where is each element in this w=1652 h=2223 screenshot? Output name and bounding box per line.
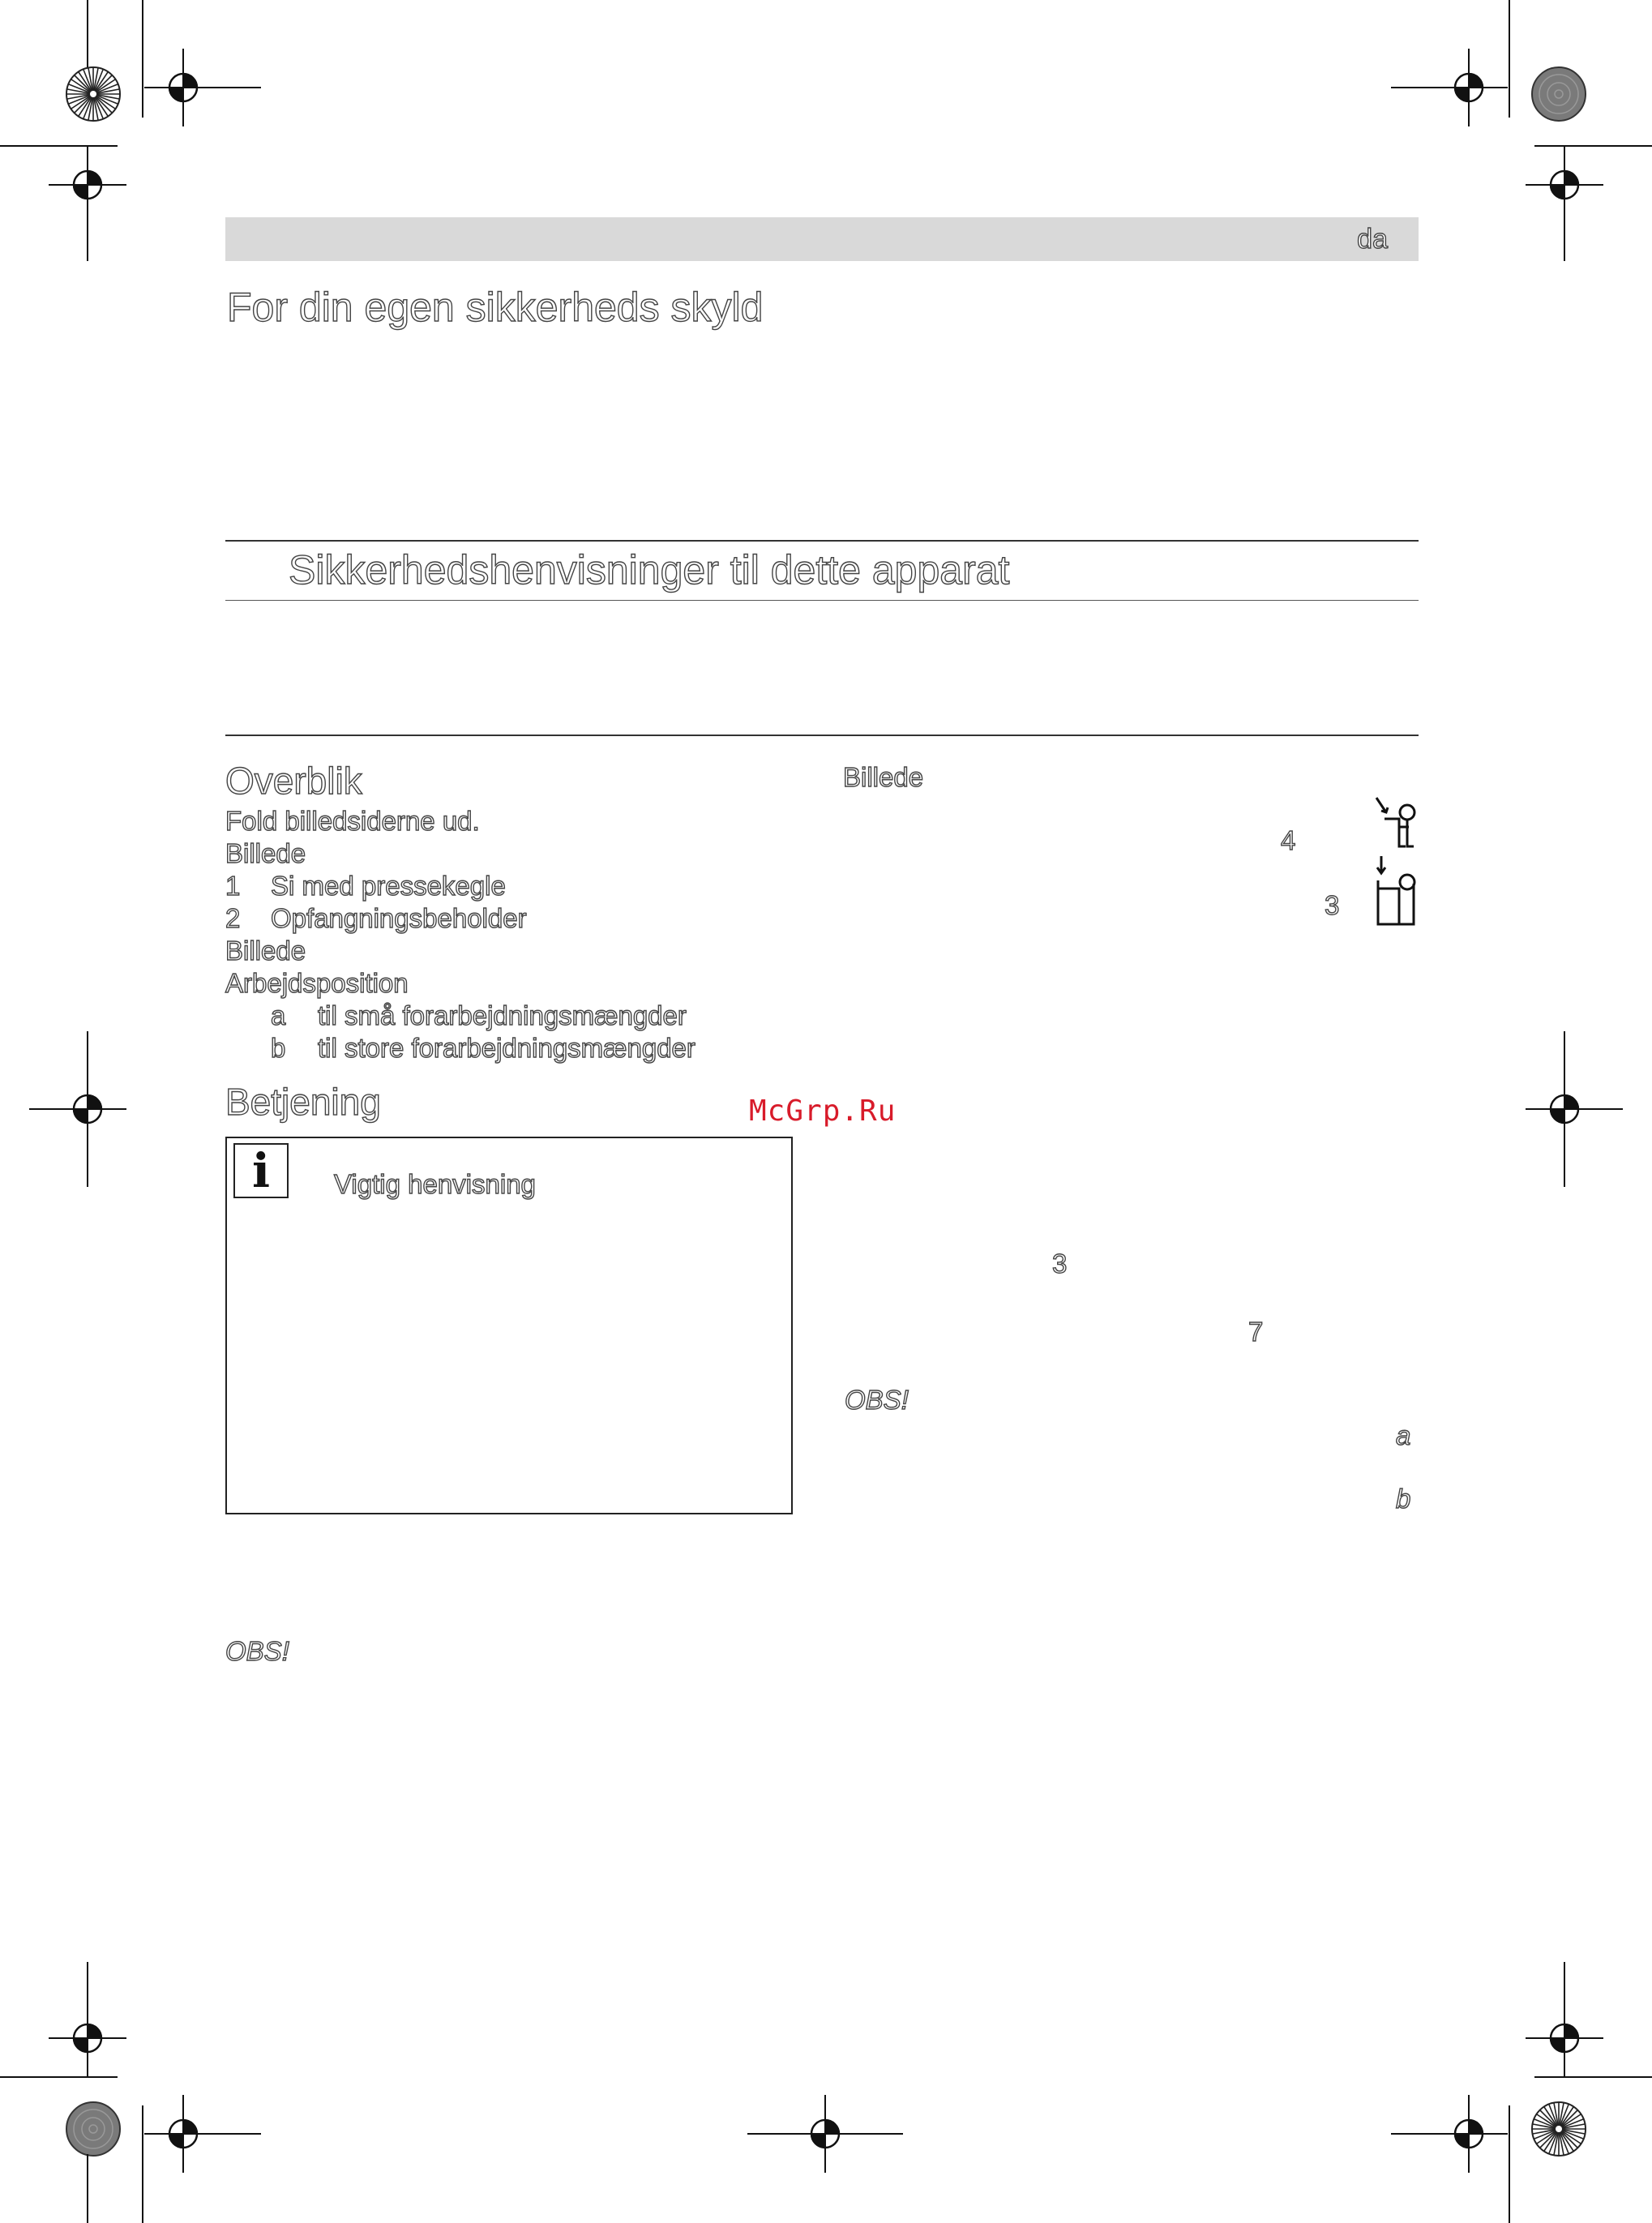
figure-number-4: 4 <box>1281 825 1296 855</box>
divider-bottom <box>225 600 1419 601</box>
sub-item-letter: b <box>271 1033 286 1063</box>
step-number-3: 3 <box>1052 1249 1068 1279</box>
divider-top <box>225 540 1419 542</box>
language-tag: da <box>1357 224 1388 255</box>
info-box <box>225 1137 793 1514</box>
list-item-number: 2 <box>225 903 241 933</box>
list-item-number: 1 <box>225 871 241 901</box>
picture-label-right: Billede <box>843 762 924 792</box>
operation-heading: Betjening <box>225 1081 381 1123</box>
picture-label-1: Billede <box>225 838 306 868</box>
sub-item: til store forarbejdningsmængder <box>318 1033 695 1063</box>
sub-item-letter: a <box>271 1000 286 1030</box>
sub-item: til små forarbejdningsmængder <box>318 1000 687 1030</box>
list-item: Opfangningsbeholder <box>271 903 527 933</box>
obs-note-right: OBS! <box>845 1385 909 1415</box>
page-title: For din egen sikkerheds skyld <box>227 285 764 330</box>
overview-heading: Overblik <box>225 760 362 802</box>
info-title: Vigtig henvisning <box>334 1169 536 1199</box>
work-position-label: Arbejdsposition <box>225 968 409 998</box>
obs-note-left: OBS! <box>225 1636 289 1666</box>
step-number-7: 7 <box>1248 1317 1264 1347</box>
safety-heading: Sikkerhedshenvisninger til dette apparat <box>289 547 1010 593</box>
position-letter-a: a <box>1396 1420 1411 1450</box>
watermark: McGrp.Ru <box>749 1094 897 1128</box>
picture-label-2: Billede <box>225 936 306 966</box>
list-item: Si med pressekegle <box>271 871 506 901</box>
figure-number-3: 3 <box>1325 890 1340 920</box>
fold-instruction: Fold billedsiderne ud. <box>225 806 480 836</box>
header-bar <box>225 217 1419 261</box>
position-letter-b: b <box>1396 1484 1411 1514</box>
info-icon: i <box>233 1143 289 1198</box>
section-divider <box>225 735 1419 736</box>
position-pictogram-icon <box>1373 795 1419 931</box>
